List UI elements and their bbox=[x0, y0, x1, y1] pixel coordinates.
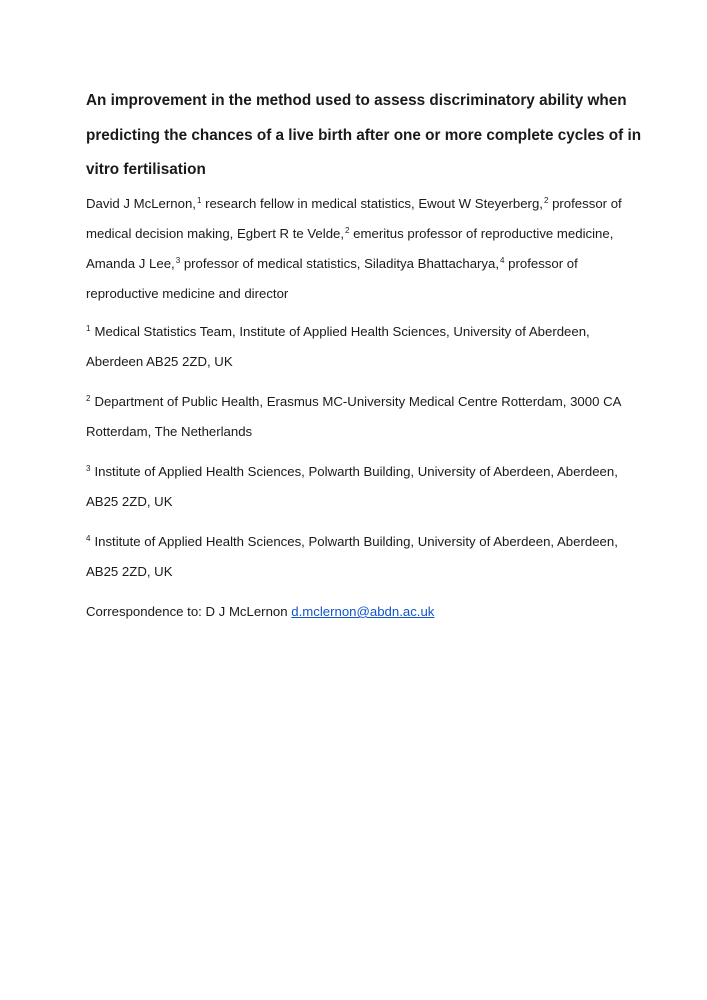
affiliation-line bbox=[86, 457, 646, 487]
author-role: emeritus professor of reproductive medicine, bbox=[349, 226, 614, 241]
author-affiliation-marker: 3 bbox=[175, 256, 181, 265]
title-line: An improvement in the method used to assess discriminatory ability when bbox=[86, 92, 627, 109]
author-role: professor of medical statistics, bbox=[180, 256, 365, 271]
author-name: Siladitya Bhattacharya, bbox=[364, 256, 500, 271]
author-affiliation-marker: 1 bbox=[196, 196, 202, 205]
affiliation-line bbox=[86, 527, 646, 557]
affiliation-line: AB25 2ZD, UK bbox=[86, 494, 173, 509]
affiliation-text: Institute of Applied Health Sciences, Polwarth Building, University of Aberdeen, Aberdeen, bbox=[94, 534, 618, 549]
affiliation-line: AB25 2ZD, UK bbox=[86, 564, 173, 579]
affiliation-line: Aberdeen AB25 2ZD, UK bbox=[86, 354, 233, 369]
author-name: David J McLernon, bbox=[86, 196, 196, 211]
author-name: Amanda J Lee, bbox=[86, 256, 175, 271]
affiliation-text: Department of Public Health, Erasmus MC-University Medical Centre Rotterdam, 3000 CA bbox=[94, 394, 622, 409]
correspondence bbox=[86, 597, 434, 627]
author-affiliation-marker: 2 bbox=[345, 226, 350, 235]
author-role-part: professor of bbox=[548, 196, 622, 211]
affiliation-marker: 4 bbox=[86, 534, 91, 543]
affiliation bbox=[86, 387, 646, 447]
author-line bbox=[86, 219, 646, 249]
title-line: vitro fertilisation bbox=[86, 161, 206, 178]
paper-title bbox=[86, 84, 646, 188]
author-line bbox=[86, 279, 646, 309]
author-role: research fellow in medical statistics, bbox=[201, 196, 419, 211]
correspondence-email-link[interactable]: d.mclernon@abdn.ac.uk bbox=[291, 604, 435, 619]
affiliation-line: Rotterdam, The Netherlands bbox=[86, 424, 253, 439]
author-role-part: medical decision making, bbox=[86, 226, 237, 241]
author-affiliation-marker: 4 bbox=[500, 256, 505, 265]
affiliation-line bbox=[86, 317, 646, 347]
affiliation-text: Medical Statistics Team, Institute of Applied Health Sciences, University of Aberdeen, bbox=[94, 324, 590, 339]
affiliation-text: Institute of Applied Health Sciences, Polwarth Building, University of Aberdeen, Aberdeen, bbox=[94, 464, 618, 479]
author-name: Egbert R te Velde, bbox=[237, 226, 345, 241]
author-line bbox=[86, 189, 646, 219]
correspondence-label: Correspondence to: D J McLernon bbox=[86, 604, 292, 619]
affiliation-marker: 2 bbox=[86, 394, 91, 403]
affiliation bbox=[86, 527, 646, 587]
affiliation bbox=[86, 457, 646, 517]
author-line bbox=[86, 249, 646, 279]
author-role-part: reproductive medicine and director bbox=[86, 286, 289, 301]
affiliation-line bbox=[86, 387, 646, 417]
author-name: Ewout W Steyerberg, bbox=[418, 196, 543, 211]
author-affiliation-marker: 2 bbox=[543, 196, 549, 205]
affiliation bbox=[86, 317, 646, 377]
affiliation-marker: 3 bbox=[86, 464, 91, 473]
title-line: predicting the chances of a live birth after one or more complete cycles of in bbox=[86, 126, 642, 144]
affiliation-marker: 1 bbox=[86, 324, 91, 333]
author-list bbox=[86, 189, 646, 309]
author-role-part: professor of bbox=[504, 256, 578, 271]
